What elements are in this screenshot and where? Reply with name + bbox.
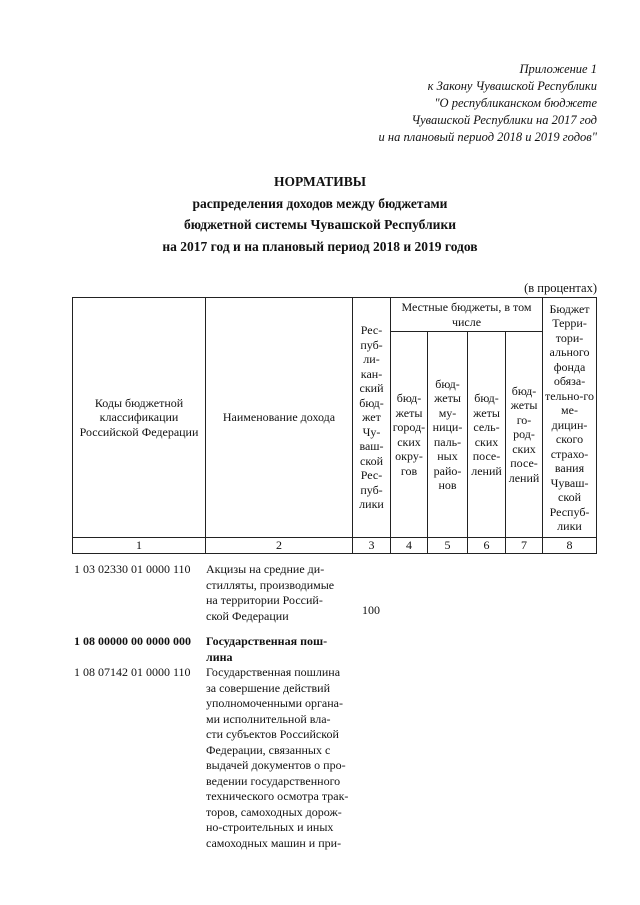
title-line: НОРМАТИВЫ <box>273 174 367 189</box>
row-code: 1 03 02330 01 0000 110 <box>74 562 191 576</box>
unit-note: (в процентах) <box>524 281 597 295</box>
annex-line: к Закону Чувашской Республики <box>427 79 597 93</box>
row-code: 1 08 00000 00 0000 000 <box>74 634 191 648</box>
header-codes: Коды бюджетной классификации Российской Федерации <box>73 298 206 538</box>
norms-table-header <box>72 297 597 554</box>
table-row <box>72 665 362 851</box>
column-number: 5 <box>428 538 468 554</box>
row-code: 1 08 07142 01 0000 110 <box>74 665 191 679</box>
document-title <box>0 171 640 257</box>
header-municipal-districts: бюд-жеты му-ници-паль-ных райо-нов <box>428 332 468 538</box>
table-row <box>72 562 380 634</box>
title-line: бюджетной системы Чувашской Республики <box>183 217 457 232</box>
column-number: 2 <box>206 538 353 554</box>
table-row <box>72 634 362 665</box>
header-income-name: Наименование дохода <box>206 298 353 538</box>
row-name: Акцизы на средние ди- стилляты, производимые на территории Россий- ской Федерации <box>206 562 335 623</box>
header-local-budgets: Местные бюджеты, в том числе <box>391 298 543 332</box>
header-rural-settlements: бюд-жеты сель-ских посе-лений <box>468 332 506 538</box>
column-number: 4 <box>391 538 428 554</box>
header-republic-budget: Рес-пуб-ли-кан-ский бюд-жет Чу-ваш-ской Рес-пуб-лики <box>353 298 391 538</box>
annex-line: Чувашской Республики на 2017 год <box>411 113 597 127</box>
column-number: 8 <box>543 538 597 554</box>
title-line: распределения доходов между бюджетами <box>192 195 448 211</box>
annex-line: "О республиканском бюджете <box>434 96 597 110</box>
column-number: 6 <box>468 538 506 554</box>
column-number: 7 <box>506 538 543 554</box>
title-line: на 2017 год и на плановый период 2018 и 2019 годов <box>162 238 478 254</box>
row-name: Государственная пош- лина <box>206 634 328 664</box>
annex-line: Приложение 1 <box>519 62 597 76</box>
table-body <box>72 562 380 851</box>
header-urban-districts: бюд-жеты город-ских окру-гов <box>391 332 428 538</box>
header-medical-fund: Бюджет Терри-тори-ального фонда обяза-тельно-го ме-дицин-ского страхо-вания Чуваш-ской Респуб-лики <box>543 298 597 538</box>
column-number: 3 <box>353 538 391 554</box>
annex-block <box>337 61 597 146</box>
annex-line: и на плановый период 2018 и 2019 годов" <box>378 130 597 144</box>
row-name: Государственная пошлина за совершение действий уполномоченными органа- ми исполнительной вла- сти субъектов Российской Федерации, связанных с выдачей документов о про- ведении государственного технического осмотра трак- торов, самоходных дорож- но-строительных и иных самоходных машин и при- <box>206 665 349 850</box>
row-republic-value: 100 <box>362 603 380 617</box>
header-urban-settlements: бюд-жеты го-род-ских посе-лений <box>506 332 543 538</box>
column-number: 1 <box>73 538 206 554</box>
